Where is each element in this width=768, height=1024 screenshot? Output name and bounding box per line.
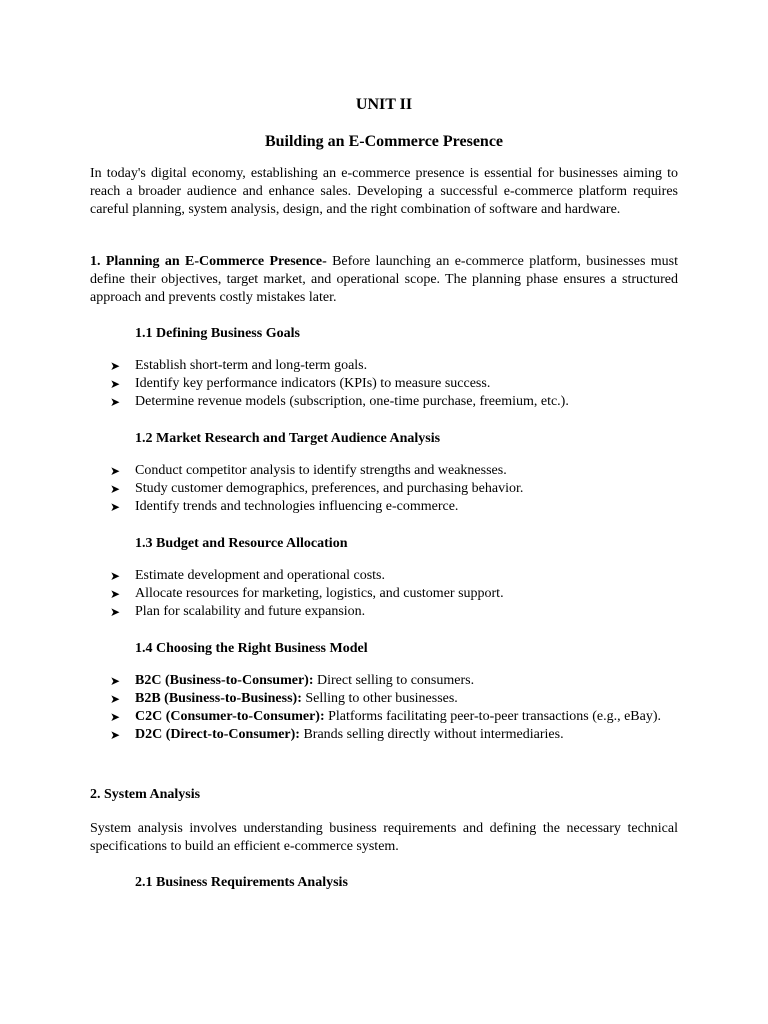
page-title: Building an E-Commerce Presence <box>264 133 504 150</box>
arrowhead-bullet-icon: ➤ <box>110 464 121 478</box>
subsection-1-4-list <box>110 672 678 744</box>
list-item-text: Estimate development and operational costs. <box>135 568 385 583</box>
list-item <box>110 726 678 744</box>
subsection-1-2-list <box>110 462 678 516</box>
subsection-1-4-heading: 1.4 Choosing the Right Business Model <box>135 641 368 656</box>
list-item-text: Study customer demographics, preferences, and purchasing behavior. <box>135 481 524 496</box>
business-model-term: B2B (Business-to-Business): <box>135 691 302 706</box>
subsection-1-3-list <box>110 567 678 621</box>
business-model-term: D2C (Direct-to-Consumer): <box>135 727 300 742</box>
section-1-text: Before launching an e-commerce platform, businesses must define their objectives, target market, and operational scope. The planning phase ensures a structured approach and prevents costly mistakes later. <box>90 254 678 305</box>
business-model-desc: Selling to other businesses. <box>301 691 458 706</box>
section-1-heading: 1. Planning an E-Commerce Presence- <box>90 254 327 269</box>
arrowhead-bullet-icon: ➤ <box>110 605 121 619</box>
arrowhead-bullet-icon: ➤ <box>110 587 121 601</box>
business-model-desc: Direct selling to consumers. <box>313 673 475 688</box>
subsection-1-2-heading: 1.2 Market Research and Target Audience Analysis <box>135 431 441 446</box>
list-item <box>110 375 678 393</box>
list-item <box>110 690 678 708</box>
list-item <box>110 480 678 498</box>
list-item <box>110 708 678 726</box>
list-item-text: Allocate resources for marketing, logistics, and customer support. <box>135 586 504 601</box>
arrowhead-bullet-icon: ➤ <box>110 395 121 409</box>
arrowhead-bullet-icon: ➤ <box>110 710 121 724</box>
list-item <box>110 393 678 411</box>
intro-paragraph: In today's digital economy, establishing an e-commerce presence is essential for businesses aiming to reach a broader audience and enhance sales. Developing a successful e-commerce platform requires careful planning, system analysis, design, and the right combination of software and hardware. <box>90 166 678 217</box>
subsection-1-1-list <box>110 357 678 411</box>
list-item <box>110 603 678 621</box>
list-item <box>110 585 678 603</box>
subsection-2-1-heading: 2.1 Business Requirements Analysis <box>135 875 348 890</box>
unit-label: UNIT II <box>355 96 413 113</box>
section-2-heading: 2. System Analysis <box>90 787 201 802</box>
business-model-term: B2C (Business-to-Consumer): <box>135 673 314 688</box>
arrowhead-bullet-icon: ➤ <box>110 569 121 583</box>
business-model-desc: Platforms facilitating peer-to-peer transactions (e.g., eBay). <box>324 709 661 724</box>
list-item <box>110 357 678 375</box>
business-model-term: C2C (Consumer-to-Consumer): <box>135 709 325 724</box>
section-1-paragraph <box>90 253 678 307</box>
arrowhead-bullet-icon: ➤ <box>110 692 121 706</box>
list-item <box>110 567 678 585</box>
list-item-text: Plan for scalability and future expansion. <box>135 604 366 619</box>
section-2-paragraph: System analysis involves understanding business requirements and defining the necessary technical specifications to build an efficient e-commerce system. <box>90 821 678 854</box>
arrowhead-bullet-icon: ➤ <box>110 482 121 496</box>
list-item <box>110 462 678 480</box>
subsection-1-1-heading: 1.1 Defining Business Goals <box>135 326 300 341</box>
arrowhead-bullet-icon: ➤ <box>110 500 121 514</box>
list-item-text: Identify trends and technologies influencing e-commerce. <box>135 499 459 514</box>
arrowhead-bullet-icon: ➤ <box>110 728 121 742</box>
list-item-text: Identify key performance indicators (KPIs) to measure success. <box>135 376 491 391</box>
subsection-1-3-heading: 1.3 Budget and Resource Allocation <box>135 536 348 551</box>
list-item-text: Establish short-term and long-term goals. <box>135 358 368 373</box>
list-item <box>110 672 678 690</box>
list-item-text: Conduct competitor analysis to identify strengths and weaknesses. <box>135 463 507 478</box>
arrowhead-bullet-icon: ➤ <box>110 674 121 688</box>
business-model-desc: Brands selling directly without intermediaries. <box>299 727 564 742</box>
list-item <box>110 498 678 516</box>
arrowhead-bullet-icon: ➤ <box>110 377 121 391</box>
list-item-text: Determine revenue models (subscription, one-time purchase, freemium, etc.). <box>135 394 569 409</box>
arrowhead-bullet-icon: ➤ <box>110 359 121 373</box>
